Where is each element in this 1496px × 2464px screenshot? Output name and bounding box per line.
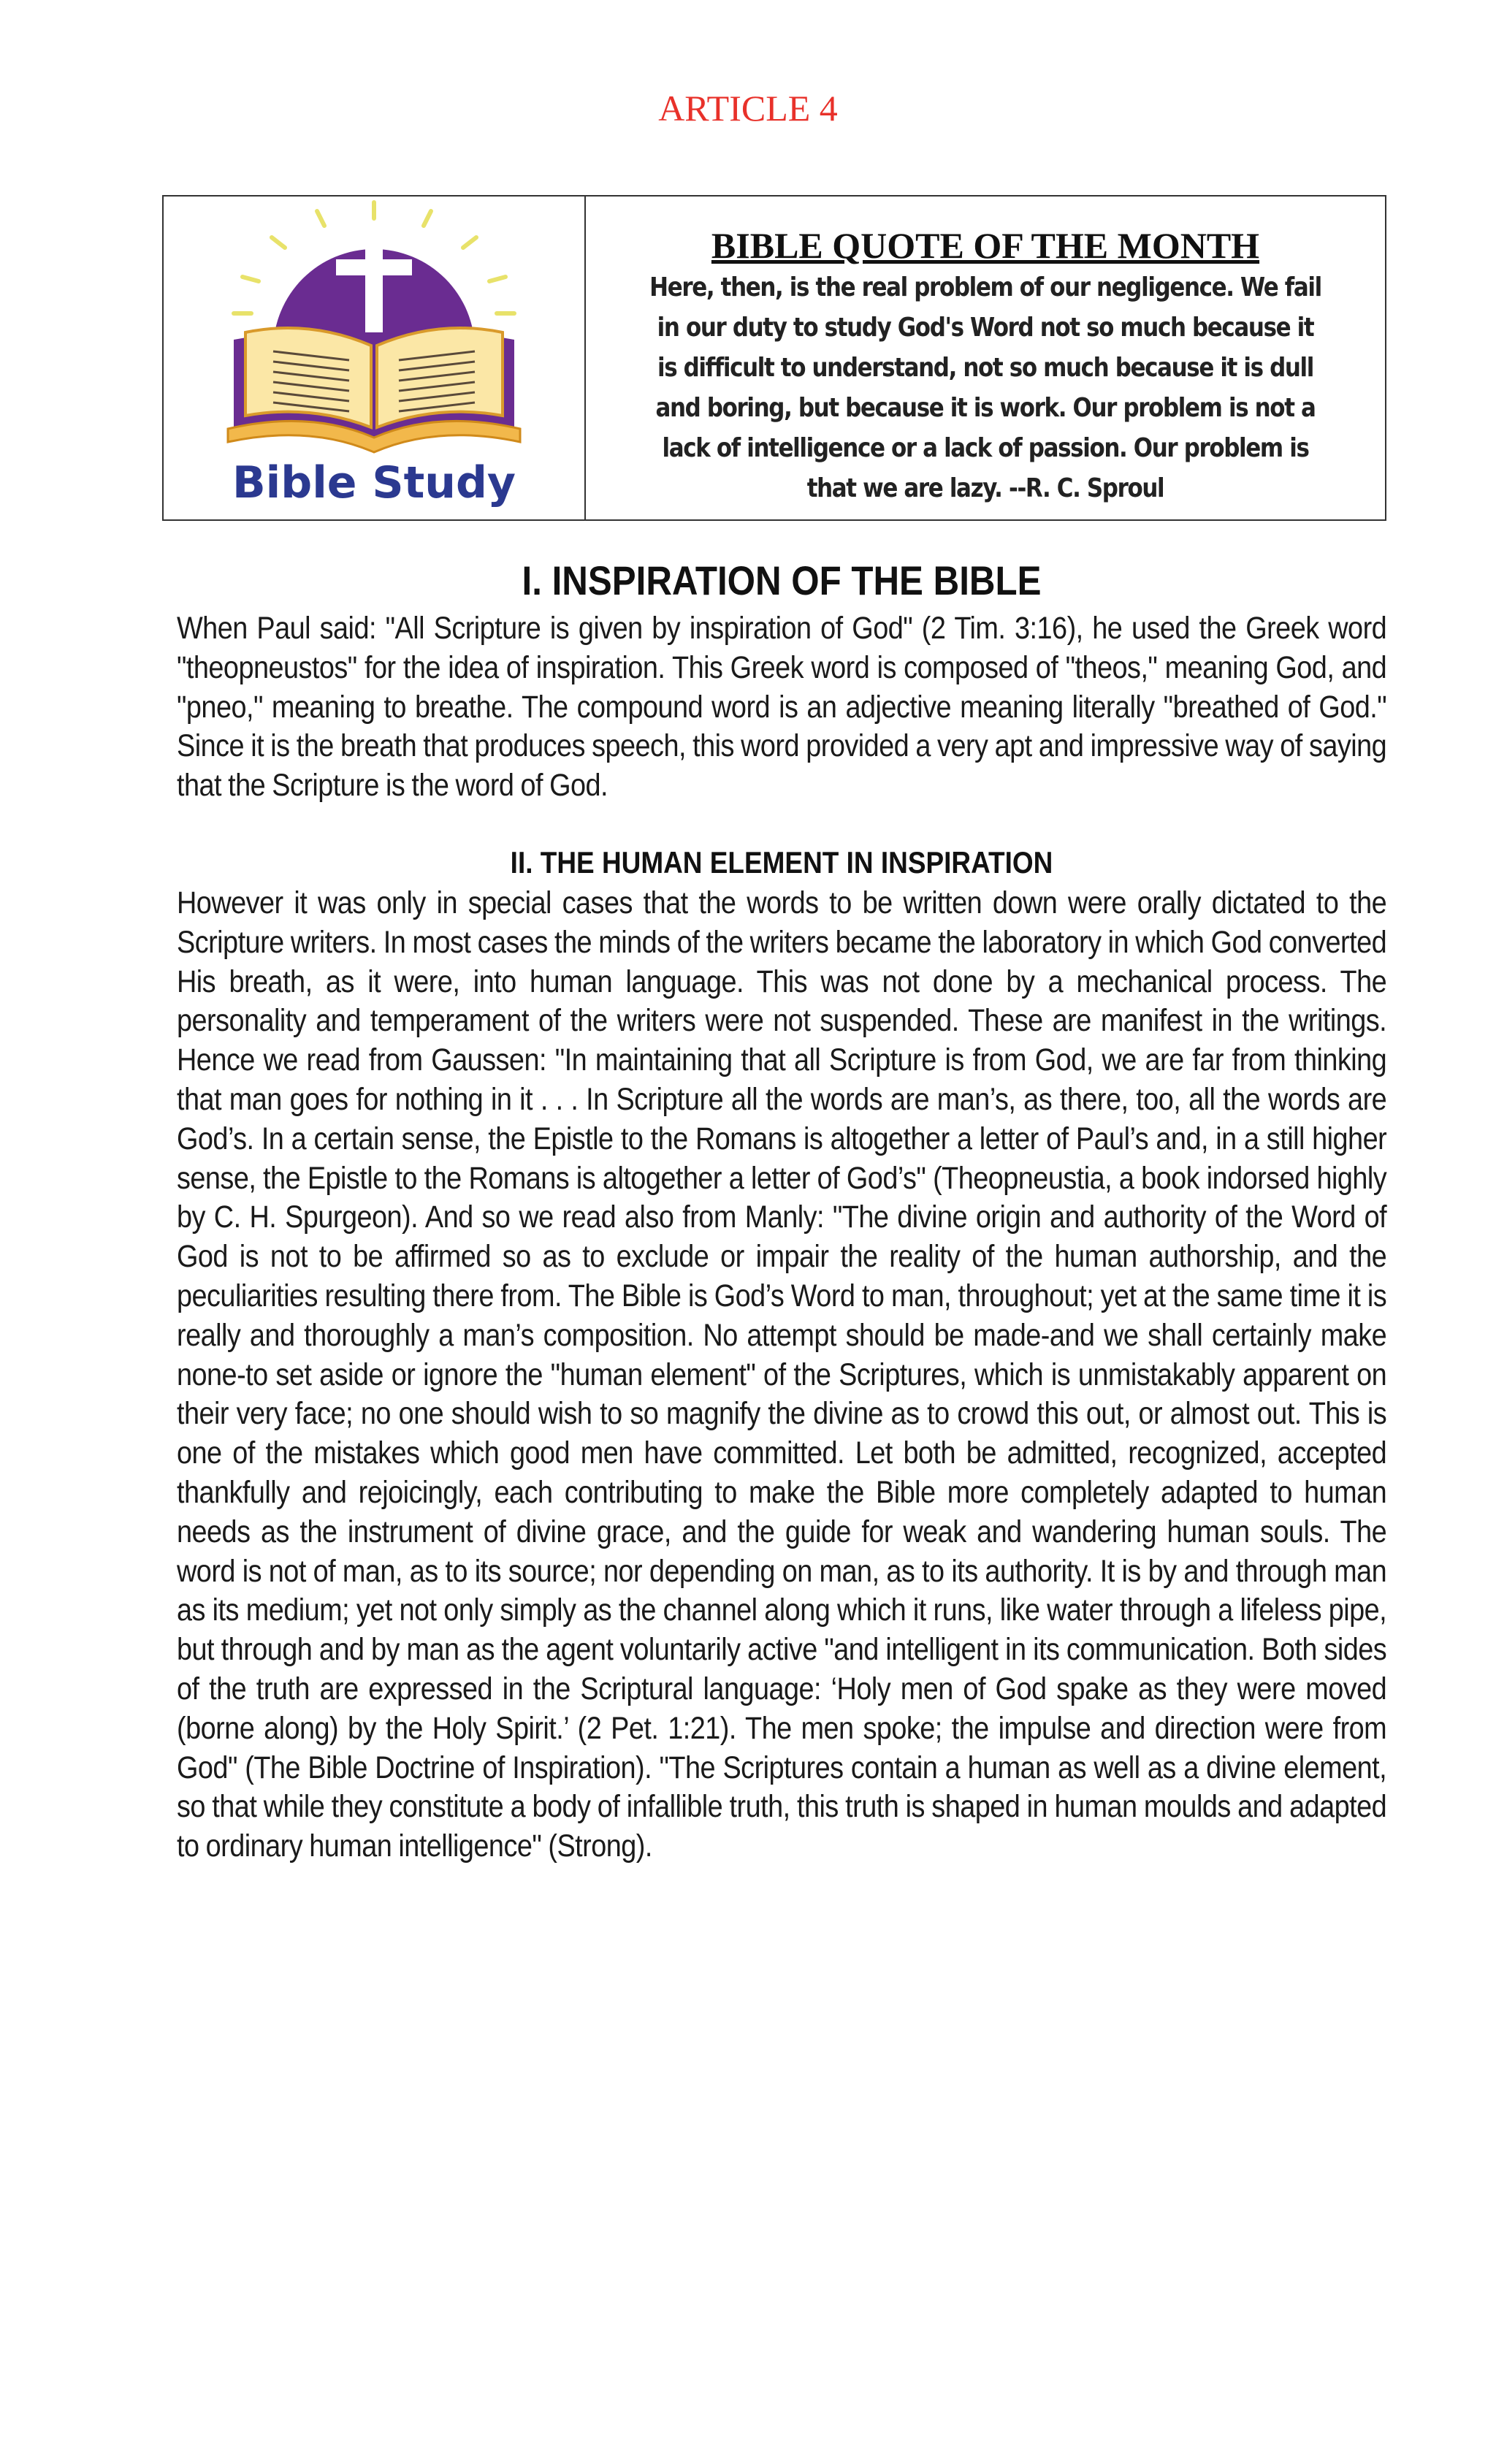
quote-heading: BIBLE QUOTE OF THE MONTH bbox=[711, 225, 1260, 266]
section-title-human-element: II. THE HUMAN ELEMENT IN INSPIRATION bbox=[510, 845, 1053, 880]
section-inspiration-body bbox=[177, 609, 1386, 806]
article-label: ARTICLE 4 bbox=[658, 88, 838, 129]
section-title-inspiration: I. INSPIRATION OF THE BIBLE bbox=[522, 557, 1042, 603]
bible-study-logo bbox=[164, 197, 584, 519]
bible-study-logo-cell bbox=[164, 197, 586, 519]
quote-body: Here, then, is the real problem of our negligence. We fail in our duty to study God's Word not so much because it is difficult to understand, not so much because it is dull and boring, but because it is work. Our problem is not a lack of intelligence or a lack of passion. Our problem is that we are lazy. --R. C. Sproul bbox=[649, 272, 1321, 503]
quote-text-cell bbox=[586, 197, 1385, 519]
section-human-element-body bbox=[177, 884, 1386, 1866]
quote-of-the-month-box bbox=[162, 195, 1386, 521]
paragraph: When Paul said: "All Scripture is given by inspiration of God" (2 Tim. 3:16), he used the Greek word "theopneustos" for the idea of inspiration. This Greek word is composed of "theos," meaning God, and "pneo," meaning to breathe. The compound word is an adjective meaning literally "breathed of God." Since it is the breath that produces speech, this word provided a very apt and impressive way of saying that the Scripture is the word of God. bbox=[177, 611, 1387, 804]
paragraph: However it was only in special cases that the words to be written down were orally dictated to the Scripture writers. In most cases the minds of the writers became the laboratory in which God converted His breath, as it were, into human language. This was not done by a mechanical process. The personality and temperament of the writers were not suspended. These are manifest in the writings. Hence we read from Gaussen: "In maintaining that all Scripture is from God, we are far from thinking that man goes for nothing in it . . . In Scripture all the words are man’s, as there, too, all the words are God’s. In a certain sense, the Epistle to the Romans is altogether a letter of Paul’s and, in a still higher sense, the Epistle to the Romans is altogether a letter of God’s" (Theopneustia, a book indorsed highly by C. H. Spurgeon). And so we read also from Manly: "The divine origin and authority of the Word of God is not to be affirmed so as to exclude or impair the reality of the human authorship, and the peculiarities resulting there from. The Bible is God’s Word to man, throughout; yet at the same time it is really and thoroughly a man’s composition. No attempt should be made-and we shall certainly make none-to set aside or ignore the "human element" of the Scriptures, which is unmistakably apparent on their very face; no one should wish to so magnify the divine as to crowd this out, or almost out. This is one of the mistakes which good men have committed. Let both be admitted, recognized, accepted thankfully and rejoicingly, each contributing to make the Bible more completely adapted to human needs as the instrument of divine grace, and the guide for weak and wandering human souls. The word is not of man, as to its source; nor depending on man, as to its authority. It is by and through man as its medium; yet not only simply as the channel along which it runs, like water through a lifeless pipe, but through and by man as the agent voluntarily active "and intelligent in its communication. Both sides of the truth are expressed in the Scriptural language: ‘Holy men of God spake as they were moved (borne along) by the Holy Spirit.’ (2 Pet. 1:21). The men spoke; the impulse and direction were from God" (The Bible Doctrine of Inspiration). "The Scriptures contain a human as well as a divine element, so that while they constitute a body of infallible truth, this truth is shaped in human moulds and adapted to ordinary human intelligence" (Strong). bbox=[177, 885, 1387, 1864]
logo-text: Bible Study bbox=[232, 457, 516, 508]
